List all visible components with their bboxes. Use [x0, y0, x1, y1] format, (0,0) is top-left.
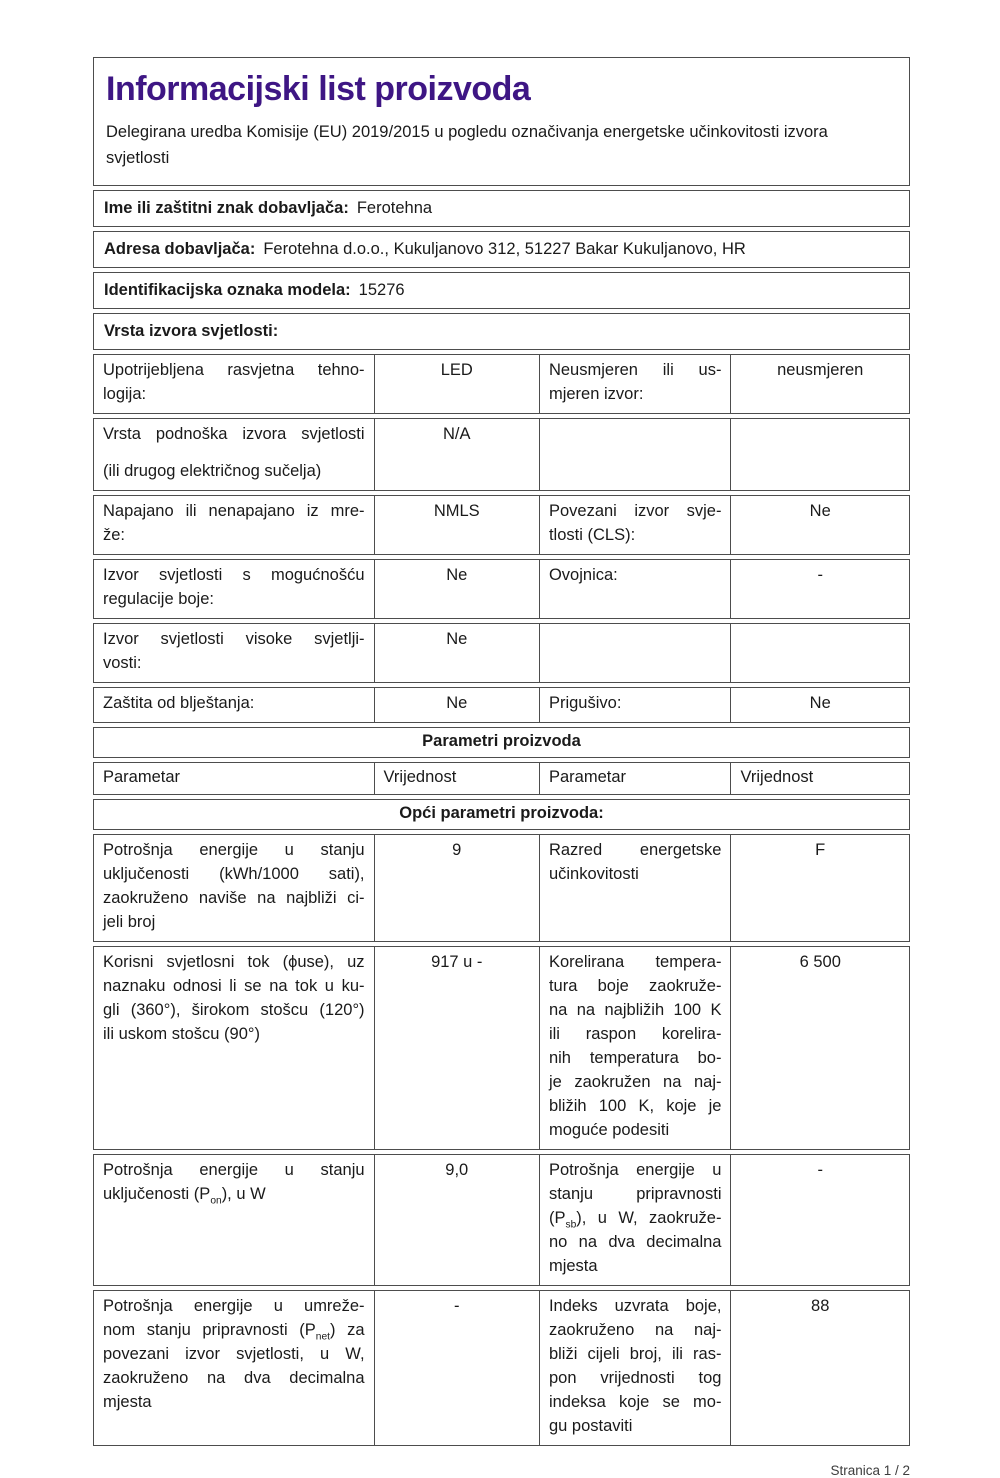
spec-row-high-luminance	[93, 623, 910, 683]
section-product-parameters: Parametri proizvoda	[93, 727, 910, 758]
supplier-address-value: Ferotehna d.o.o., Kukuljanovo 312, 51227 Bakar Kukuljanovo, HR	[263, 239, 746, 258]
value-cell: 6 500	[730, 947, 908, 1149]
general-row-networked-standby	[93, 1290, 910, 1446]
value-cell: LED	[374, 355, 539, 413]
param-cell: Izvor svjetlosti visoke svjetlji- vosti:	[103, 629, 365, 672]
value-cell: NMLS	[374, 496, 539, 554]
value-cell: 88	[730, 1291, 908, 1445]
param-cell: Zaštita od blještanja:	[103, 693, 255, 712]
spec-row-mains	[93, 495, 910, 555]
param-cell: Neusmjeren ili us- mjeren izvor:	[539, 355, 731, 413]
spec-row-anti-glare	[93, 687, 910, 723]
value-cell: Ne	[374, 560, 539, 618]
spec-row-technology	[93, 354, 910, 414]
supplier-address-row	[93, 231, 910, 268]
param-cell	[539, 419, 731, 490]
value-cell: F	[730, 835, 908, 941]
column-header-value-1: Vrijednost	[374, 763, 539, 794]
param-cell: Prigušivo:	[539, 688, 731, 722]
value-cell: -	[730, 1155, 908, 1285]
section-light-source-type: Vrsta izvora svjetlosti:	[93, 313, 910, 350]
param-cell: Upotrijebljena rasvjetna tehno- logija:	[103, 360, 365, 403]
page-title: Informacijski list proizvoda	[106, 70, 531, 108]
param-cell: Izvor svjetlosti s mogućnošću regulacije boje:	[103, 565, 365, 608]
supplier-name-label: Ime ili zaštitni znak dobavljača:	[104, 198, 349, 217]
param-cell: Napajano ili nenapajano iz mre- že:	[103, 501, 365, 544]
param-cell: Potrošnja energije u stanju uključenosti $(P_{on})$, u W	[103, 1160, 365, 1206]
supplier-address-label: Adresa dobavljača:	[104, 239, 256, 258]
model-id-value: 15276	[358, 280, 405, 299]
column-header-value-2: Vrijednost	[730, 763, 908, 794]
param-cell: Vrsta podnoška izvora svjetlosti (ili drugog električnog sučelja)	[103, 424, 365, 480]
value-cell: neusmjeren	[730, 355, 908, 413]
param-cell: Ovojnica:	[539, 560, 731, 618]
param-cell: Korisni svjetlosni tok (ϕuse), uz naznaku odnosi li se na tok u ku- gli (360°), širokom stošcu (120°) ili uskom stošcu (90°)	[103, 952, 365, 1043]
value-cell: 917 u -	[374, 947, 539, 1149]
value-cell: 9,0	[374, 1155, 539, 1285]
value-cell: -	[374, 1291, 539, 1445]
value-cell	[730, 624, 908, 682]
param-cell: Potrošnja energije u umreže- nom stanju pripravnosti $(P_{net})$ za povezani izvor svjetlosti, u W, zaokruženo na dva decimalna mjesta	[103, 1296, 365, 1411]
value-cell: -	[730, 560, 908, 618]
value-cell: Ne	[730, 688, 908, 722]
param-cell: Indeks uzvrata boje, zaokruženo na naj- bliži cijeli broj, ili ras- pon vrijednosti tog indeksa koje se mo- gu postaviti	[539, 1291, 731, 1445]
general-row-on-mode-power	[93, 1154, 910, 1286]
supplier-name-value: Ferotehna	[356, 198, 433, 217]
product-information-sheet	[93, 57, 910, 1446]
general-row-energy-consumption	[93, 834, 910, 942]
param-cell: Potrošnja energije u stanju pripravnosti $(P_{sb})$, u W, zaokruže- no na dva decimalna mjesta	[539, 1155, 731, 1285]
param-cell: Razred energetske učinkovitosti	[539, 835, 731, 941]
title-block	[93, 57, 910, 186]
section-general-parameters: Opći parametri proizvoda:	[93, 799, 910, 830]
spec-row-cap-type	[93, 418, 910, 491]
spec-row-colour-tunable	[93, 559, 910, 619]
model-id-label: Identifikacijska oznaka modela:	[104, 280, 351, 299]
param-cell	[539, 624, 731, 682]
supplier-name-row	[93, 190, 910, 227]
column-header-row	[93, 762, 910, 795]
param-cell: Povezani izvor svje- tlosti (CLS):	[539, 496, 731, 554]
value-cell	[730, 419, 908, 490]
value-cell: 9	[374, 835, 539, 941]
value-cell: Ne	[374, 688, 539, 722]
general-row-luminous-flux	[93, 946, 910, 1150]
column-header-parameter-1: Parametar	[103, 767, 181, 786]
value-cell: Ne	[730, 496, 908, 554]
column-header-parameter-2: Parametar	[539, 763, 731, 794]
model-id-row	[93, 272, 910, 309]
param-cell: Korelirana tempera- tura boje zaokruže- na na najbližih 100 K ili raspon korelira- nih temperatura bo- je zaokružen na naj- bližih 100 K, koje je moguće podesiti	[539, 947, 731, 1149]
param-cell: Potrošnja energije u stanju uključenosti (kWh/1000 sati), zaokruženo naviše na najbliži ci- jeli broj	[103, 840, 365, 931]
value-cell: N/A	[374, 419, 539, 490]
page-number: Stranica 1 / 2	[830, 1462, 910, 1478]
value-cell: Ne	[374, 624, 539, 682]
page-subtitle: Delegirana uredba Komisije (EU) 2019/2015 u pogledu označivanja energetske učinkovitosti izvora svjetlosti	[106, 122, 828, 167]
